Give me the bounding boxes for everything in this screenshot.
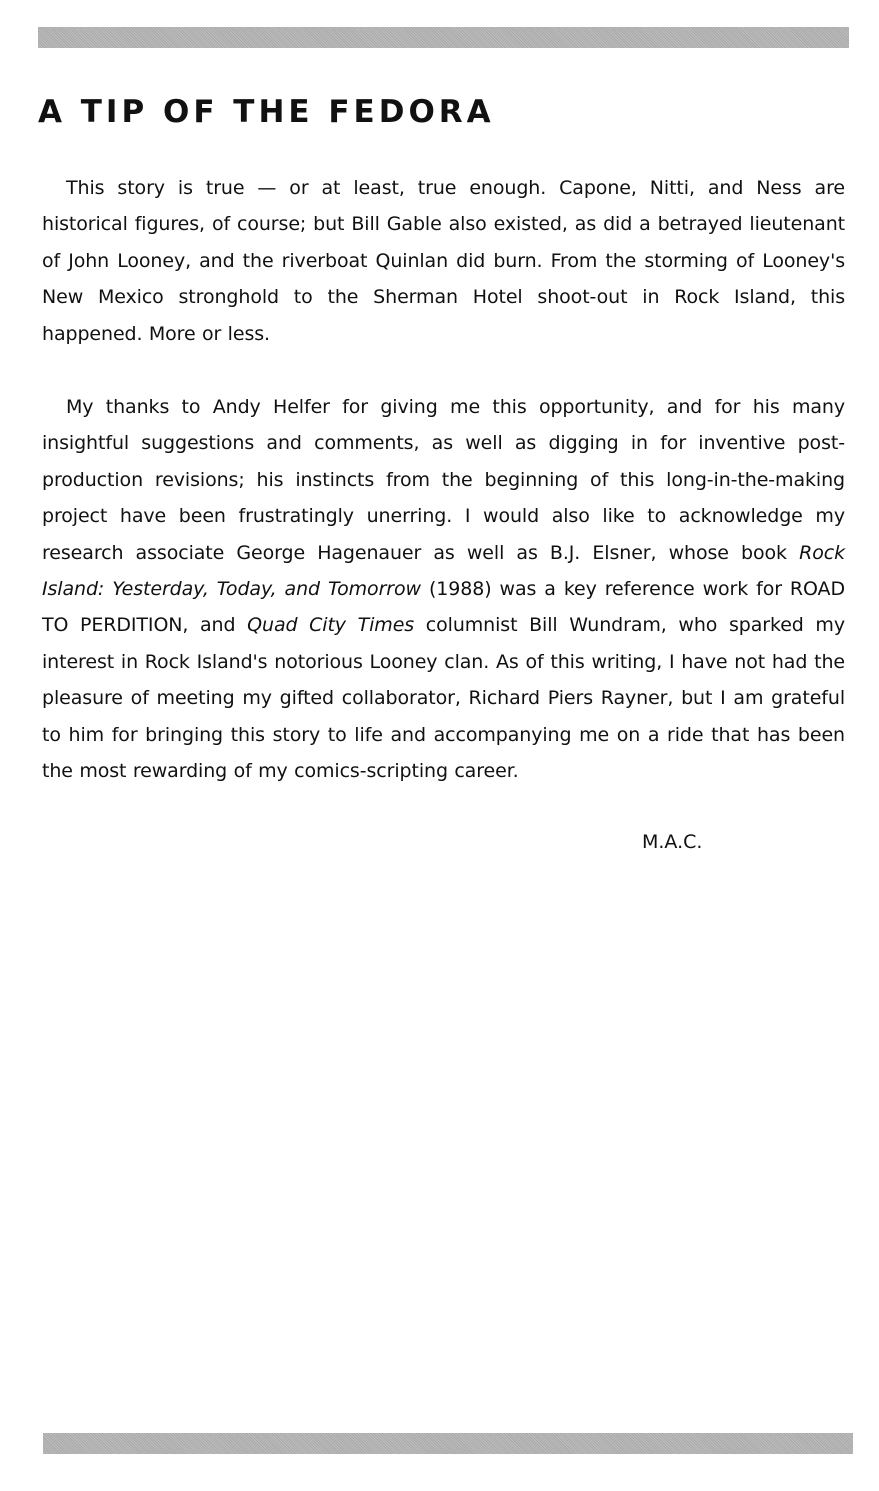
author-signature: M.A.C. [642, 831, 703, 853]
acknowledgment-text-part3: columnist Bill Wundram, who sparked my interest in Rock Island's notorious Looney clan. As of this writing, I have not had the pleasure of meeting my gifted collaborator, Richard Piers Rayner, but I am grateful to him for bringing this story to life and accompanying me on a ride that has been the most rewarding of my comics-scripting career. [42, 614, 845, 783]
book-title: Rock Island: Yesterday, Today, and Tomorrow [42, 541, 845, 601]
paragraph-acknowledgments [42, 389, 845, 789]
top-decorative-bar [38, 27, 849, 48]
page-title: A TIP OF THE FEDORA [38, 94, 495, 130]
acknowledgment-text-part2: (1988) was a key reference work for ROAD TO PERDITION, and [42, 578, 845, 637]
paragraph-story-truth [42, 170, 845, 352]
acknowledgment-text-part1: My thanks to Andy Helfer for giving me this opportunity, and for his many insightful suggestions and comments, as well as digging in for inventive post-production revisions; his instincts from the beginning of this long-in-the-making project have been frustratingly unerring. I would also like to acknowledge my research associate George Hagenauer as well as B.J. Elsner, whose book [42, 396, 845, 564]
bottom-decorative-bar [43, 1433, 853, 1454]
paragraph-1-text: This story is true — or at least, true enough. Capone, Nitti, and Ness are historical figures, of course; but Bill Gable also existed, as did a betrayed lieutenant of John Looney, and the riverboat Quinlan did burn. From the storming of Looney's New Mexico stronghold to the Sherman Hotel shoot-out in Rock Island, this happened. More or less. [42, 177, 845, 345]
newspaper-title: Quad City Times [247, 614, 415, 637]
paragraph-2-text [42, 389, 845, 789]
